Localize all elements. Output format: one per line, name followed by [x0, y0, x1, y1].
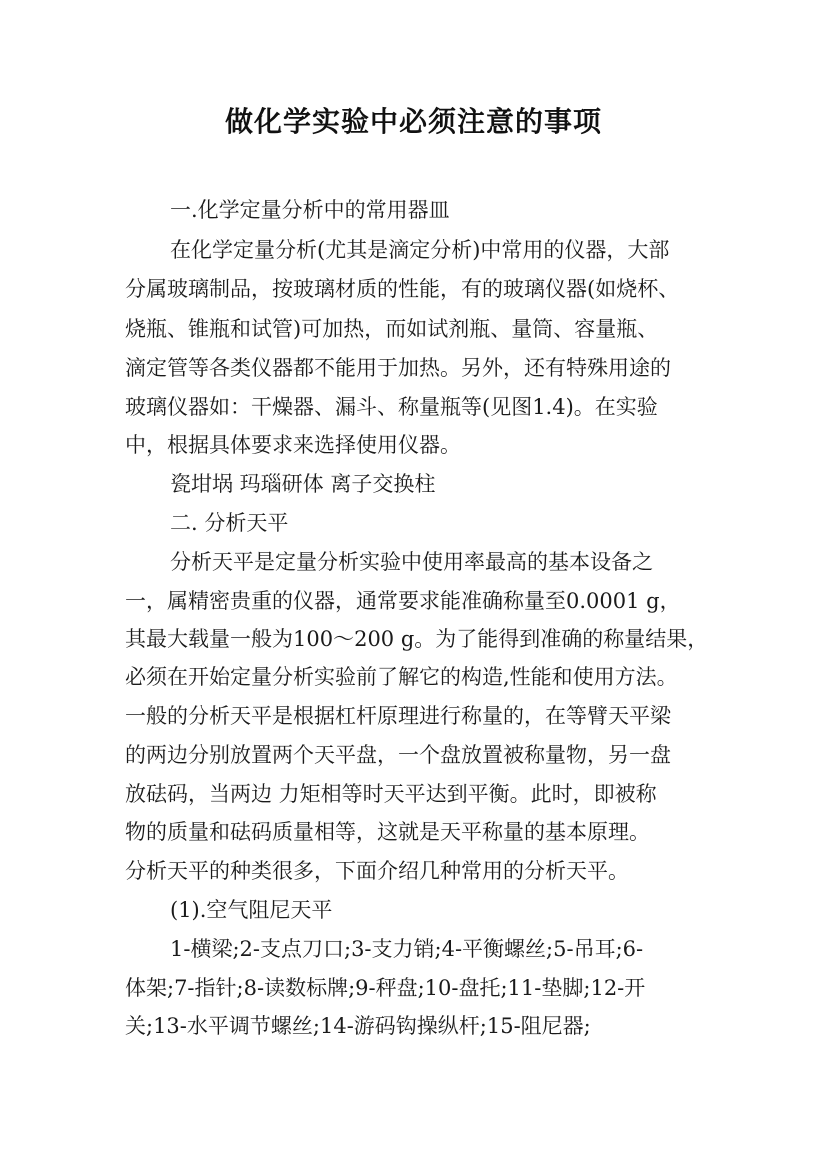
- paragraph-line: 分属玻璃制品，按玻璃材质的性能，有的玻璃仪器(如烧杯、: [125, 277, 680, 301]
- paragraph-line: 物的质量和砝码质量相等，这就是天平称量的基本原理。: [125, 820, 650, 844]
- paragraph-line: 其最大载量一般为100～200 g。为了能得到准确的称量结果，: [125, 627, 709, 651]
- paragraph-line: 1-横梁;2-支点刀口;3-支力销;4-平衡螺丝;5-吊耳;6-: [170, 937, 644, 961]
- paragraph-line: 在化学定量分析(尤其是滴定分析)中常用的仪器，大部: [170, 238, 670, 262]
- paragraph-line: 一般的分析天平是根据杠杆原理进行称量的，在等臂天平梁: [125, 704, 671, 728]
- paragraph-line: 的两边分别放置两个天平盘，一个盘放置被称量物，另一盘: [125, 743, 671, 767]
- paragraph-line: 一，属精密贵重的仪器，通常要求能准确称量至0.0001 g，: [125, 589, 681, 613]
- paragraph-line: 体架;7-指针;8-读数标牌;9-秤盘;10-盘托;11-垫脚;12-开: [125, 976, 646, 1000]
- paragraph-line: 滴定管等各类仪器都不能用于加热。另外，还有特殊用途的: [125, 356, 671, 380]
- paragraph-line: 分析天平是定量分析实验中使用率最高的基本设备之: [170, 550, 653, 574]
- paragraph-line: 玻璃仪器如：干燥器、漏斗、称量瓶等(见图1.4)。在实验: [125, 395, 658, 419]
- paragraph-line: 必须在开始定量分析实验前了解它的构造,性能和使用方法。: [125, 665, 678, 689]
- paragraph-line: 分析天平的种类很多，下面介绍几种常用的分析天平。: [125, 859, 629, 883]
- paragraph-line: 中，根据具体要求来选择使用仪器。: [125, 433, 461, 457]
- section-heading: 二. 分析天平: [170, 511, 289, 535]
- paragraph-line: 放砝码，当两边 力矩相等时天平达到平衡。此时，即被称: [125, 782, 657, 806]
- paragraph-line: 瓷坩埚 玛瑙研体 离子交换柱: [170, 472, 436, 496]
- paragraph-line: 关;13-水平调节螺丝;14-游码钩操纵杆;15-阻尼器;: [125, 1014, 591, 1038]
- section-heading: 一.化学定量分析中的常用器皿: [170, 198, 450, 222]
- paragraph-line: 烧瓶、锥瓶和试管)可加热，而如试剂瓶、量筒、容量瓶、: [125, 317, 659, 341]
- subsection-heading: (1).空气阻尼天平: [170, 898, 333, 922]
- document-title: 做化学实验中必须注意的事项: [224, 105, 602, 138]
